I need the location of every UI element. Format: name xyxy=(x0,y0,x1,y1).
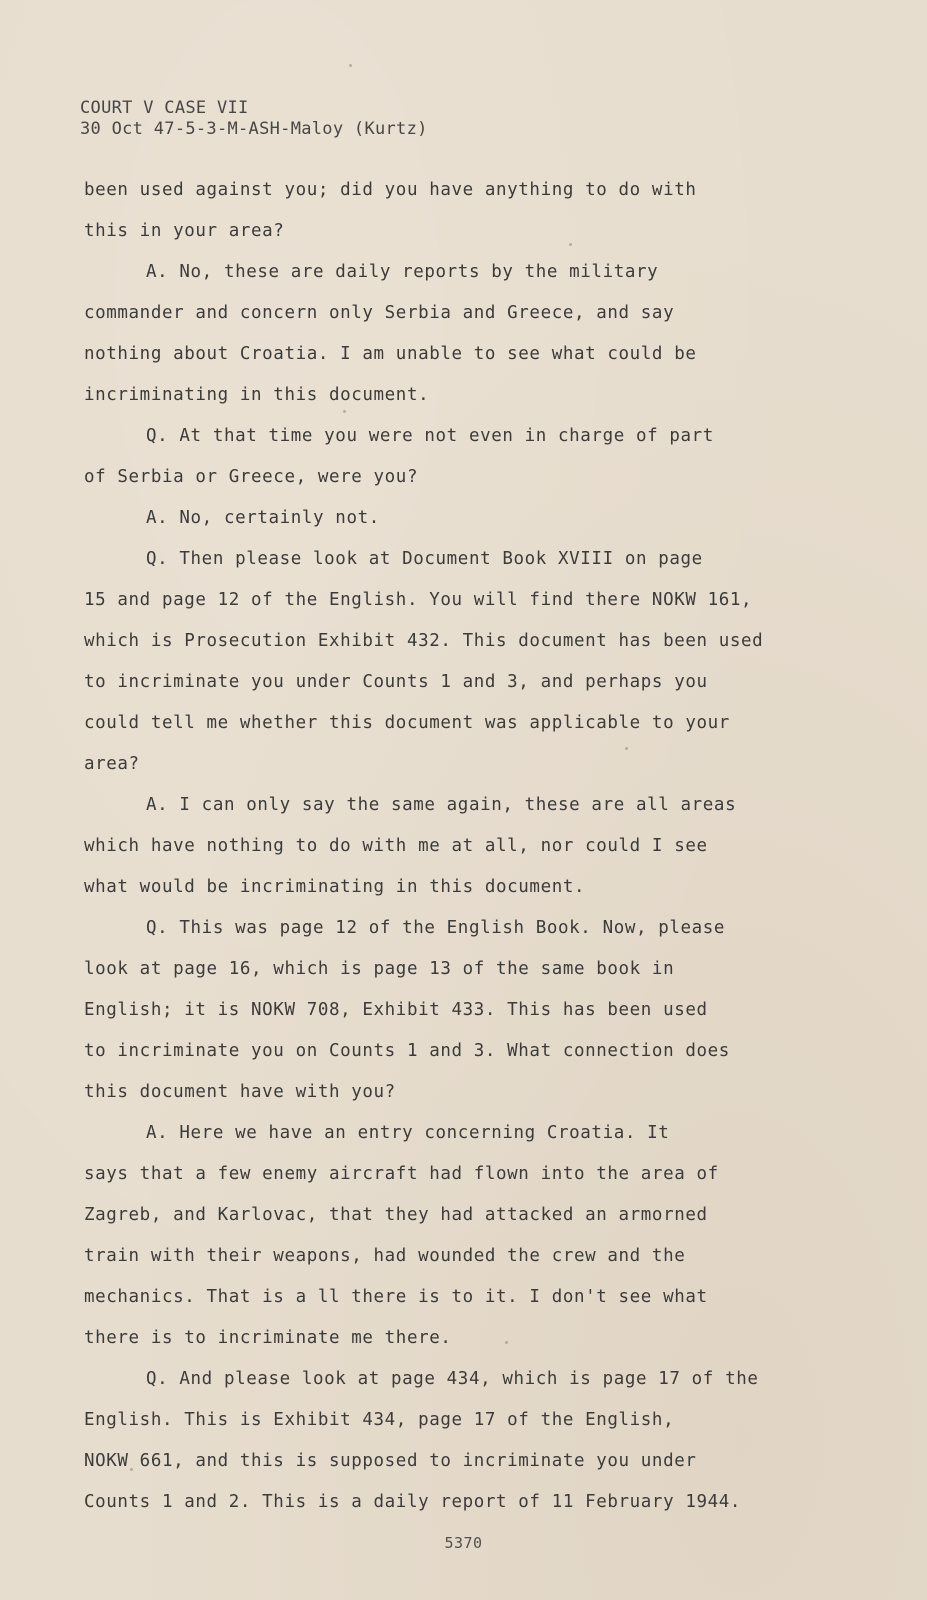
transcript-line: which have nothing to do with me at all, nor could I see xyxy=(84,836,708,856)
transcript-line: says that a few enemy aircraft had flown into the area of xyxy=(84,1164,719,1184)
transcript-line: Q. Then please look at Document Book XVIII on page xyxy=(146,549,703,569)
transcript-line: A. No, certainly not. xyxy=(146,508,380,528)
transcript-line: been used against you; did you have anything to do with xyxy=(84,180,697,200)
paper-speck xyxy=(343,410,346,413)
transcript-line: nothing about Croatia. I am unable to see what could be xyxy=(84,344,697,364)
transcript-line: area? xyxy=(84,754,140,774)
transcript-line: Counts 1 and 2. This is a daily report of 11 February 1944. xyxy=(84,1492,742,1512)
transcript-line: could tell me whether this document was applicable to your xyxy=(84,713,730,733)
transcript-line: 15 and page 12 of the English. You will find there NOKW 161, xyxy=(84,590,753,610)
transcript-line: A. I can only say the same again, these are all areas xyxy=(146,795,737,815)
transcript-body xyxy=(84,170,864,1523)
transcript-line: Zagreb, and Karlovac, that they had attacked an armorned xyxy=(84,1205,708,1225)
transcript-line: commander and concern only Serbia and Greece, and say xyxy=(84,303,675,323)
transcript-line: Q. This was page 12 of the English Book. Now, please xyxy=(146,918,726,938)
header-court-case: COURT V CASE VII xyxy=(80,98,249,118)
transcript-line: English; it is NOKW 708, Exhibit 433. This has been used xyxy=(84,1000,708,1020)
transcript-line: look at page 16, which is page 13 of the same book in xyxy=(84,959,675,979)
paper-speck xyxy=(505,1341,508,1344)
transcript-line: there is to incriminate me there. xyxy=(84,1328,452,1348)
transcript-line: incriminating in this document. xyxy=(84,385,430,405)
transcript-line: Q. And please look at page 434, which is page 17 of the xyxy=(146,1369,759,1389)
transcript-line: to incriminate you under Counts 1 and 3, and perhaps you xyxy=(84,672,708,692)
transcript-line: to incriminate you on Counts 1 and 3. What connection does xyxy=(84,1041,730,1061)
transcript-line: this document have with you? xyxy=(84,1082,396,1102)
paper-speck xyxy=(569,243,572,246)
transcript-line: which is Prosecution Exhibit 432. This document has been used xyxy=(84,631,764,651)
header-date-reporter: 30 Oct 47-5-3-M-ASH-Maloy (Kurtz) xyxy=(80,119,428,139)
transcript-line: English. This is Exhibit 434, page 17 of the English, xyxy=(84,1410,675,1430)
paper-speck xyxy=(625,747,628,750)
transcript-line: this in your area? xyxy=(84,221,285,241)
transcript-line: mechanics. That is a ll there is to it. I don't see what xyxy=(84,1287,708,1307)
document-header xyxy=(80,98,428,140)
paper-speck xyxy=(130,1468,133,1471)
transcript-line: A. Here we have an entry concerning Croatia. It xyxy=(146,1123,670,1143)
transcript-line: train with their weapons, had wounded the crew and the xyxy=(84,1246,686,1266)
transcript-line: NOKW 661, and this is supposed to incriminate you under xyxy=(84,1451,697,1471)
paper-speck xyxy=(349,64,352,67)
transcript-line: what would be incriminating in this document. xyxy=(84,877,586,897)
page-number: 5370 xyxy=(444,1534,483,1552)
transcript-line: Q. At that time you were not even in charge of part xyxy=(146,426,714,446)
transcript-line: A. No, these are daily reports by the military xyxy=(146,262,659,282)
transcript-line: of Serbia or Greece, were you? xyxy=(84,467,419,487)
